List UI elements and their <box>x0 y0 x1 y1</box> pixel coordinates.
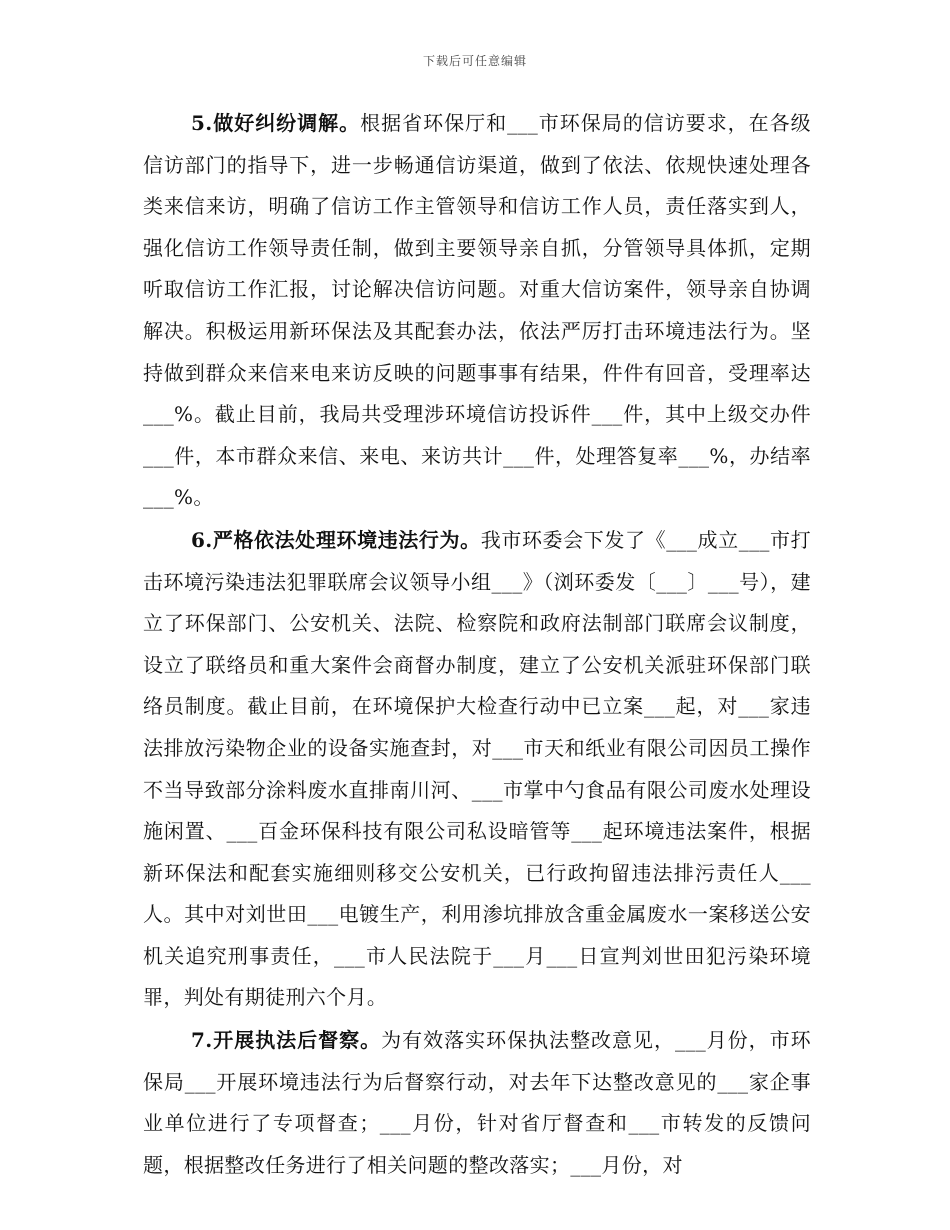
paragraph-6 <box>143 520 811 1019</box>
paragraph-5 <box>143 103 811 519</box>
section-heading: 7.开展执法后督察。 <box>191 1028 382 1053</box>
paragraph-text: 为有效落实环保执法整改意见，___月份，市环保局___开展环境违法行为后督察行动，对去年下达整改意见的___家企事业单位进行了专项督查；___月份，针对省厅督查和___市转发的反馈问题，根据整改任务进行了相关问题的整改落实；___月份，对 <box>143 1028 811 1177</box>
section-heading: 5.做好纠纷调解。 <box>191 111 361 135</box>
paragraph-7 <box>143 1020 811 1186</box>
section-heading: 6.严格依法处理环境违法行为。 <box>191 527 481 552</box>
paragraph-text: 根据省环保厅和___市环保局的信访要求，在各级信访部门的指导下，进一步畅通信访渠道，做到了依法、依规快速处理各类来信来访，明确了信访工作主管领导和信访工作人员，责任落实到人，强化信访工作领导责任制，做到主要领导亲自抓，分管领导具体抓，定期听取信访工作汇报，讨论解决信访问题。对重大信访案件，领导亲自协调解决。积极运用新环保法及其配套办法，依法严厉打击环境违法行为。坚持做到群众来信来电来访反映的问题事事有结果，件件有回音，受理率达___%。截止目前，我局共受理涉环境信访投诉件___件，其中上级交办件___件，本市群众来信、来电、来访共计___件，处理答复率___%，办结率___%。 <box>143 111 811 510</box>
paragraph-text: 我市环委会下发了《___成立___市打击环境污染违法犯罪联席会议领导小组___》（浏环委发〔___〕___号），建立了环保部门、公安机关、法院、检察院和政府法制部门联席会议制度，设立了联络员和重大案件会商督办制度，建立了公安机关派驻环保部门联络员制度。截止目前，在环境保护大检查行动中已立案___起，对___家违法排放污染物企业的设备实施查封，对___市天和纸业有限公司因员工操作不当导致部分涂料废水直排南川河、___市掌中勺食品有限公司废水处理设施闲置、___百金环保科技有限公司私设暗管等___起环境违法案件，根据新环保法和配套实施细则移交公安机关，已行政拘留违法排污责任人___人。其中对刘世田___电镀生产，利用渗坑排放含重金属废水一案移送公安机关追究刑事责任，___市人民法院于___月___日宣判刘世田犯污染环境罪，判处有期徒刑六个月。 <box>143 527 811 1010</box>
document-body <box>143 103 811 1186</box>
page-header: 下载后可任意编辑 <box>422 54 527 68</box>
